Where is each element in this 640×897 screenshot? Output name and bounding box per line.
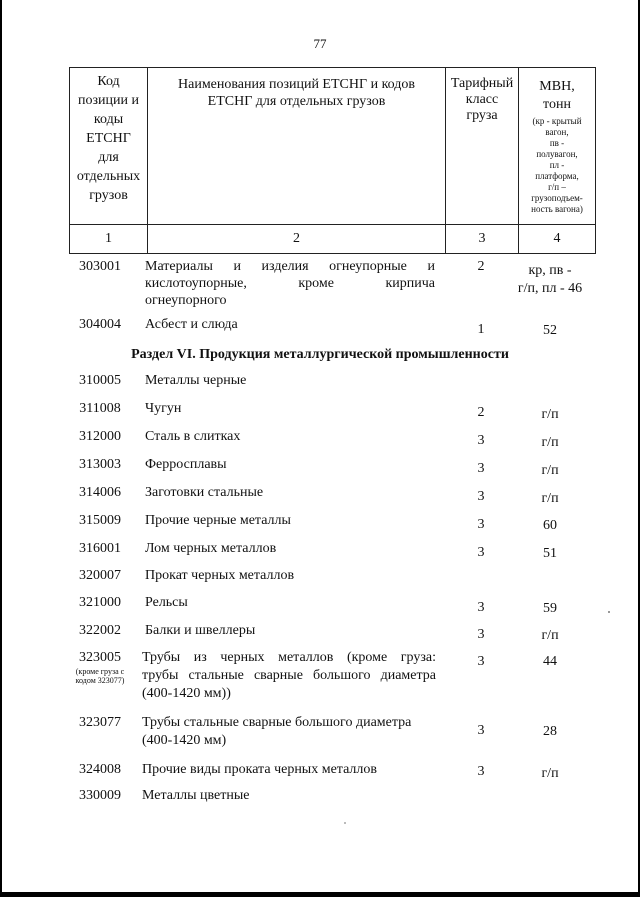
scan-speck xyxy=(344,822,346,824)
mvn-value: г/п xyxy=(541,628,559,643)
position-code: 316001 xyxy=(79,541,121,556)
mvn-value: 59 xyxy=(543,601,557,616)
mvn-value: г/п xyxy=(541,407,559,422)
position-code: 330009 xyxy=(79,788,121,803)
position-name: Лом черных металлов xyxy=(145,541,277,556)
mvn-value: 52 xyxy=(543,323,557,338)
mvn-value: 44 xyxy=(543,654,557,669)
column-number: 4 xyxy=(519,225,596,254)
header-mvn: МВН, тонн (кр - крытый вагон, пв - полувагон, пл - платформа, г/п – грузоподъем- ность вагона) xyxy=(519,68,596,225)
tariff-class: 3 xyxy=(477,600,485,615)
position-code: 303001 xyxy=(79,259,121,274)
header-table xyxy=(69,67,596,254)
tariff-class: 3 xyxy=(477,723,485,738)
mvn-value: г/п xyxy=(541,463,559,478)
header-tariff-class: Тарифный класс груза xyxy=(446,68,519,225)
tariff-class: 2 xyxy=(477,405,485,420)
position-name: Рельсы xyxy=(145,595,188,610)
position-name: Заготовки стальные xyxy=(145,485,264,500)
scan-border-left xyxy=(0,0,2,897)
position-name: Прочие виды проката черных металлов xyxy=(142,762,377,777)
position-name: Трубы стальные сварные большого диаметра (400-1420 мм) xyxy=(142,715,412,748)
tariff-class: 3 xyxy=(477,433,485,448)
position-name: Материалы и изделия огнеупорные и кислотоупорные, кроме кирпича огнеупорного xyxy=(145,259,435,308)
tariff-class: 3 xyxy=(477,489,485,504)
tariff-class: 3 xyxy=(477,545,485,560)
position-name: Трубы из черных металлов (кроме груза: трубы стальные сварные большого диаметра (400-1420 мм)) xyxy=(142,650,436,701)
position-code: 310005 xyxy=(79,373,121,388)
tariff-class: 3 xyxy=(477,461,485,476)
column-number: 3 xyxy=(446,225,519,254)
scan-speck xyxy=(608,611,610,613)
mvn-value: кр, пв - г/п, пл - 46 xyxy=(517,263,583,296)
header-name: Наименования позиций ЕТСНГ и кодов ЕТСНГ для отдельных грузов xyxy=(148,68,446,225)
position-name: Прочие черные металлы xyxy=(145,513,291,528)
tariff-class: 3 xyxy=(477,517,485,532)
position-code: 312000 xyxy=(79,429,121,444)
position-code: 304004 xyxy=(79,317,121,332)
tariff-class: 1 xyxy=(477,322,485,337)
position-name: Металлы черные xyxy=(145,373,247,388)
position-code: 323005 (кроме груза с кодом 323077) xyxy=(75,650,125,685)
position-name: Прокат черных металлов xyxy=(145,568,295,583)
column-number: 2 xyxy=(148,225,446,254)
position-code: 322002 xyxy=(79,623,121,638)
mvn-value: г/п xyxy=(541,766,559,781)
position-code: 320007 xyxy=(79,568,121,583)
tariff-class: 3 xyxy=(477,654,485,669)
page-number: 77 xyxy=(313,36,327,51)
mvn-value: 60 xyxy=(543,518,557,533)
position-name: Металлы цветные xyxy=(142,788,250,803)
mvn-value: 28 xyxy=(543,724,557,739)
tariff-class: 2 xyxy=(477,259,485,274)
column-number: 1 xyxy=(70,225,148,254)
section-title: Раздел VI. Продукция металлургической промышленности xyxy=(131,347,509,362)
position-code: 313003 xyxy=(79,457,121,472)
tariff-class: 3 xyxy=(477,764,485,779)
mvn-value: 51 xyxy=(543,546,557,561)
mvn-value: г/п xyxy=(541,491,559,506)
position-name: Асбест и слюда xyxy=(145,317,238,332)
tariff-class: 3 xyxy=(477,627,485,642)
position-code: 314006 xyxy=(79,485,121,500)
scan-border-bottom xyxy=(0,892,640,897)
position-name: Чугун xyxy=(145,401,182,416)
position-name: Ферросплавы xyxy=(145,457,227,472)
position-name: Балки и швеллеры xyxy=(145,623,256,638)
mvn-value: г/п xyxy=(541,435,559,450)
position-name: Сталь в слитках xyxy=(145,429,241,444)
position-code: 311008 xyxy=(79,401,121,416)
column-number-row xyxy=(70,225,596,254)
position-code: 321000 xyxy=(79,595,121,610)
position-code: 315009 xyxy=(79,513,121,528)
position-code: 324008 xyxy=(79,762,121,777)
header-code: Код позиции и коды ЕТСНГ для отдельных грузов xyxy=(70,68,148,225)
position-code: 323077 xyxy=(79,715,121,730)
